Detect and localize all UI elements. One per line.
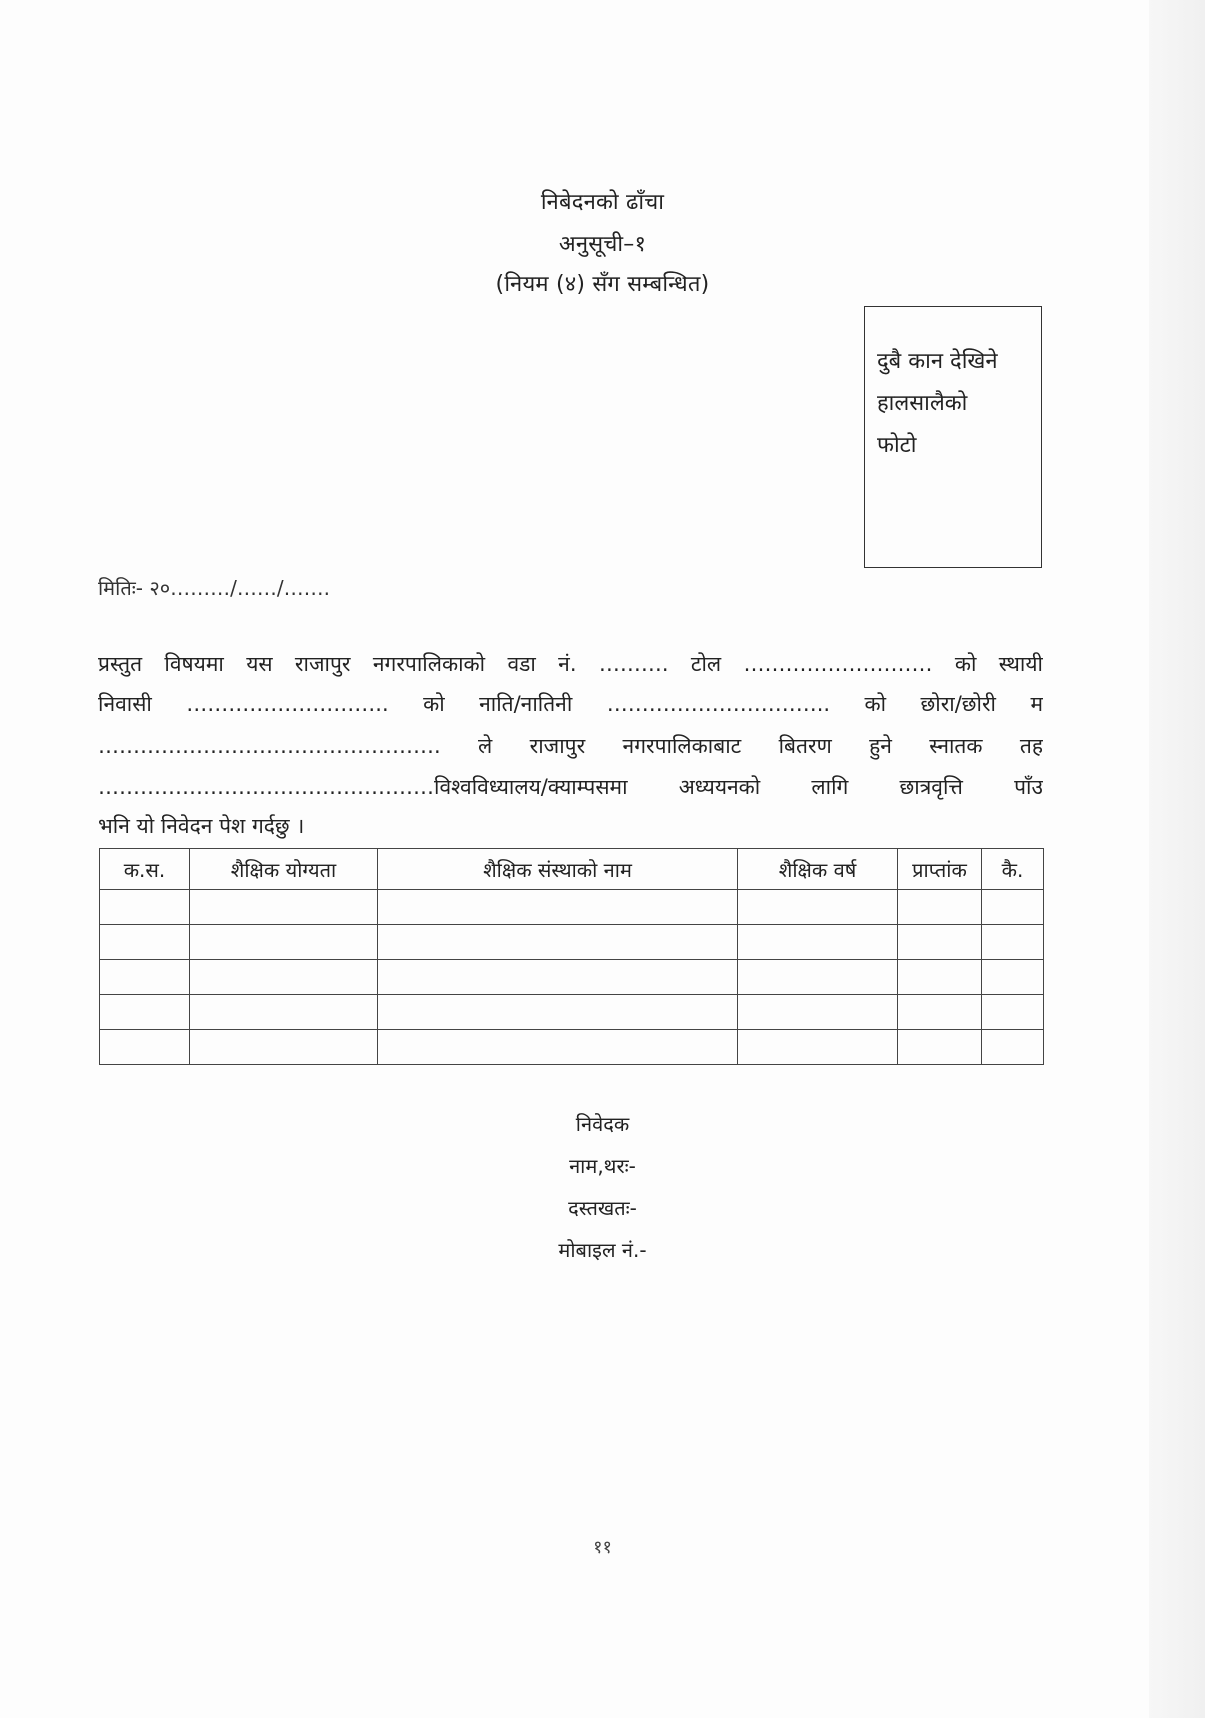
page-number: ११ <box>593 1537 612 1558</box>
table-cell <box>100 925 190 960</box>
table-cell <box>738 925 898 960</box>
body-text-line: …………………………………………विश्वविध्यालय/क्याम्पसमा अध्ययनको लागि छात्रवृत्ति पाँउ <box>98 775 1043 799</box>
rule-reference: (नियम (४) सँग सम्बन्धित) <box>495 272 710 297</box>
col-header-qualification: शैक्षिक योग्यता <box>190 849 378 890</box>
col-header-remarks: कै. <box>982 849 1044 890</box>
body-text-line: निवासी ……………………….. को नाति/नातिनी ………………………….. को छोरा/छोरी म <box>98 692 1043 716</box>
col-header-institution: शैक्षिक संस्थाको नाम <box>378 849 738 890</box>
table-cell <box>190 995 378 1030</box>
col-header-academic-year: शैक्षिक वर्ष <box>738 849 898 890</box>
table-row <box>100 1030 1044 1065</box>
table-cell <box>898 890 982 925</box>
mobile-field-label: मोबाइल नं.- <box>558 1238 647 1262</box>
table-cell <box>898 960 982 995</box>
body-text-line: भनि यो निवेदन पेश गर्दछु । <box>98 814 305 838</box>
table-cell <box>738 1030 898 1065</box>
table-cell <box>100 1030 190 1065</box>
table-row <box>100 890 1044 925</box>
photo-caption-line: हालसालैको <box>877 391 968 416</box>
table-row <box>100 960 1044 995</box>
date-line: मितिः- २०………/……/……. <box>98 576 330 600</box>
table-cell <box>190 1030 378 1065</box>
applicant-label: निवेदक <box>575 1112 630 1136</box>
table-cell <box>898 1030 982 1065</box>
table-cell <box>378 925 738 960</box>
table-cell <box>378 960 738 995</box>
signature-field-label: दस्तखतः- <box>568 1196 637 1220</box>
table-row <box>100 995 1044 1030</box>
table-cell <box>982 925 1044 960</box>
table-cell <box>100 890 190 925</box>
col-header-marks: प्राप्तांक <box>898 849 982 890</box>
table-header-row <box>100 849 1044 890</box>
schedule-label: अनुसूची–१ <box>558 232 647 257</box>
table-cell <box>100 995 190 1030</box>
photo-caption-line: दुबै कान देखिने <box>877 349 998 374</box>
table-cell <box>378 1030 738 1065</box>
table-cell <box>738 960 898 995</box>
body-text-line: …………………………………………. ले राजापुर नगरपालिकाबाट बितरण हुने स्नातक तह <box>98 734 1043 758</box>
table-cell <box>738 995 898 1030</box>
table-row <box>100 925 1044 960</box>
education-table <box>99 848 1044 1065</box>
table-cell <box>100 960 190 995</box>
photo-caption-line: फोटो <box>877 433 917 458</box>
table-cell <box>738 890 898 925</box>
col-header-serial: क.स. <box>100 849 190 890</box>
form-title: निबेदनको ढाँचा <box>540 190 665 215</box>
photo-placeholder-box <box>864 306 1042 568</box>
table-cell <box>982 960 1044 995</box>
table-cell <box>898 995 982 1030</box>
table-cell <box>982 995 1044 1030</box>
name-field-label: नाम,थरः- <box>569 1154 636 1178</box>
table-cell <box>190 960 378 995</box>
table-cell <box>378 995 738 1030</box>
table-cell <box>982 890 1044 925</box>
table-cell <box>898 925 982 960</box>
table-cell <box>190 925 378 960</box>
table-cell <box>982 1030 1044 1065</box>
body-text-line: प्रस्तुत विषयमा यस राजापुर नगरपालिकाको वडा नं. ………. टोल ……………………… को स्थायी <box>98 652 1043 676</box>
table-cell <box>378 890 738 925</box>
table-cell <box>190 890 378 925</box>
